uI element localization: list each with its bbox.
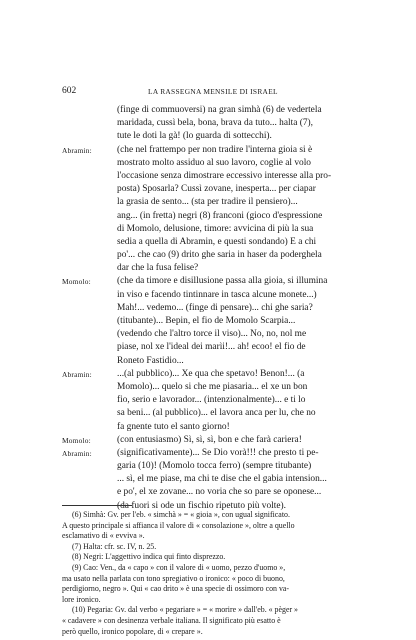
dialogue-line bbox=[62, 486, 368, 499]
dialogue-text: (significativamente)... Se Dio vorà!!! che presto ti pe- bbox=[117, 447, 319, 458]
dialogue-text: (titubante)... Bepin, el fio de Momolo Scarpia... bbox=[117, 316, 296, 326]
dialogue-line bbox=[62, 407, 368, 420]
footnote-line: « cadavere » con desinenza verbale italiana. Il significato più esatto è bbox=[62, 615, 281, 625]
footnote-line: però quello, ironico popolare, di « crepare ». bbox=[62, 626, 203, 636]
speaker-name: Momolo: bbox=[62, 435, 91, 445]
dialogue-text: la grasia de sento... (sta per tradire il pensiero)... bbox=[117, 197, 298, 208]
dialogue-text: Momolo)... quelo si che me piasaria... el xe un bon bbox=[117, 381, 308, 392]
dialogue-text: (che nel frattempo per non tradire l'interna gioia si è bbox=[117, 144, 313, 155]
dialogue-text: (vedendo che l'altro torce il viso)... No, no, nol me bbox=[117, 329, 307, 340]
footnote-line: (9) Cao: Ven., da « capo » con il valore di « uomo, pezzo d'uomo », bbox=[72, 562, 286, 572]
dialogue-line bbox=[62, 196, 368, 209]
dialogue-line bbox=[62, 144, 368, 157]
dialogue-text: Roneto Fastidio... bbox=[117, 355, 184, 366]
footnote-line: lore ironico. bbox=[62, 594, 101, 604]
footnotes bbox=[62, 510, 368, 637]
running-title: LA RASSEGNA MENSILE DI ISRAEL bbox=[148, 87, 278, 96]
dialogue-line bbox=[62, 262, 368, 275]
speaker-name: Abramin: bbox=[62, 448, 92, 458]
dialogue-text: ang... (in fretta) negri (8) franconi (gioco d'espressione bbox=[117, 210, 323, 221]
dialogue-line bbox=[62, 328, 368, 341]
dialogue-text: l'occasione senza dimostrare eccessivo interesse alla pro- bbox=[117, 170, 332, 181]
dialogue-line bbox=[62, 381, 368, 394]
dialogue-line bbox=[62, 117, 368, 130]
dialogue-line bbox=[62, 183, 368, 196]
dialogue-line bbox=[62, 421, 368, 434]
speaker-name: Momolo: bbox=[62, 277, 91, 287]
dialogue-line bbox=[62, 130, 368, 143]
dialogue-text: (da fuori si ode un fischio ripetuto più volte). bbox=[117, 500, 286, 511]
dialogue-text: di Momolo, delusione, timore: avvicina di più la sua bbox=[117, 223, 314, 234]
page-number: 602 bbox=[62, 86, 77, 96]
dialogue-line bbox=[62, 275, 368, 288]
footnote-line: perdigiorno, negro ». Qui « cao drito » è una specie di ossimoro con va- bbox=[62, 584, 290, 594]
dialogue-line bbox=[62, 236, 368, 249]
dialogue-text: sa beni... (al pubblico)... el lavora anca per lu, che no bbox=[117, 408, 316, 419]
dialogue-text: sedia a quella di Abramin, e questi sondando) E a chi bbox=[117, 236, 317, 247]
dialogue-line bbox=[62, 302, 368, 315]
dialogue-line bbox=[62, 210, 368, 223]
speaker-name: Abramin: bbox=[62, 145, 92, 155]
dialogue-line bbox=[62, 355, 368, 368]
footnote-rule bbox=[62, 505, 132, 506]
footnote-line: ma usato nella parlata con tono spregiativo o ironico: « poco di buono, bbox=[62, 573, 285, 583]
dialogue-text: tute le doti la gà! (lo guarda di sottecchi). bbox=[117, 131, 272, 142]
dialogue-line bbox=[62, 223, 368, 236]
dialogue-text: piase, nol xe l'ideal dei marìi!... ah! ecoo! el fio de bbox=[117, 342, 306, 353]
dialogue-body bbox=[62, 104, 368, 513]
dialogue-line bbox=[62, 447, 368, 460]
dialogue-line bbox=[62, 368, 368, 381]
dialogue-text: fa gnente tuto el santo giorno! bbox=[117, 421, 230, 432]
footnote-line: A questo principale si affianca il valore di « consolazione », oltre a quello bbox=[62, 520, 295, 530]
page-header bbox=[62, 86, 368, 100]
dialogue-line bbox=[62, 249, 368, 262]
dialogue-line bbox=[62, 434, 368, 447]
dialogue-line bbox=[62, 473, 368, 486]
dialogue-line bbox=[62, 315, 368, 328]
footnote-line: (6) Simhà: Gv. per l'eb. « simchà » = « gioia », con ugual significato. bbox=[72, 510, 290, 519]
footnote-line: esclamativo di « evviva ». bbox=[62, 531, 145, 541]
dialogue-text: Mah!... vedemo... (finge di pensare)... chi ghe saria? bbox=[117, 302, 313, 313]
dialogue-text: maridada, cussì bela, bona, brava da tuto... halta (7), bbox=[117, 118, 314, 129]
dialogue-line bbox=[62, 104, 368, 117]
dialogue-text: garia (10)! (Momolo tocca ferro) (sempre titubante) bbox=[117, 461, 312, 472]
dialogue-text: posta) Sposarla? Cussì zovane, inesperta... per ciapar bbox=[117, 184, 316, 195]
dialogue-text: (che da timore e disillusione passa alla gioia, si illumina bbox=[117, 276, 328, 287]
footnote-line: (7) Halta: cfr. sc. IV, n. 25. bbox=[72, 541, 157, 551]
dialogue-text: mostrato molto assiduo al suo lavoro, coglie al volo bbox=[117, 157, 311, 168]
dialogue-text: in viso e facendo tintinnare in tasca alcune monete...) bbox=[117, 289, 317, 300]
dialogue-text: dar che la fusa felise? bbox=[117, 263, 199, 274]
dialogue-line bbox=[62, 341, 368, 354]
dialogue-text: e po', el xe zovane... no voria che so pare se oponese... bbox=[117, 487, 322, 498]
dialogue-line bbox=[62, 157, 368, 170]
dialogue-text: po'... che cao (9) drito ghe saria in haser da poderghela bbox=[117, 250, 322, 261]
dialogue-line bbox=[62, 170, 368, 183]
dialogue-text: (finge di commuoversi) na gran simhà (6) de vedertela bbox=[117, 105, 322, 115]
footnote-line: (8) Negri: L'aggettivo indica qui finto disprezzo. bbox=[72, 552, 226, 562]
dialogue-line bbox=[62, 289, 368, 302]
footnote-line: (10) Pegaria: Gv. dal verbo « pegariare » = « morire » dall'eb. « pèger » bbox=[72, 605, 298, 615]
dialogue-line bbox=[62, 460, 368, 473]
dialogue-text: ... sì, el me piase, ma chi te dise che el gabia intension... bbox=[117, 474, 327, 485]
speaker-name: Abramin: bbox=[62, 369, 92, 379]
dialogue-text: fio, serio e lavorador... (intenzionalmente)... e ti lo bbox=[117, 395, 306, 406]
dialogue-text: ...(al pubblico)... Xe qua che spetavo! Benon!... (a bbox=[117, 368, 305, 379]
dialogue-text: (con entusiasmo) Sì, sì, sì, bon e che farà cariera! bbox=[117, 434, 302, 445]
dialogue-line bbox=[62, 394, 368, 407]
